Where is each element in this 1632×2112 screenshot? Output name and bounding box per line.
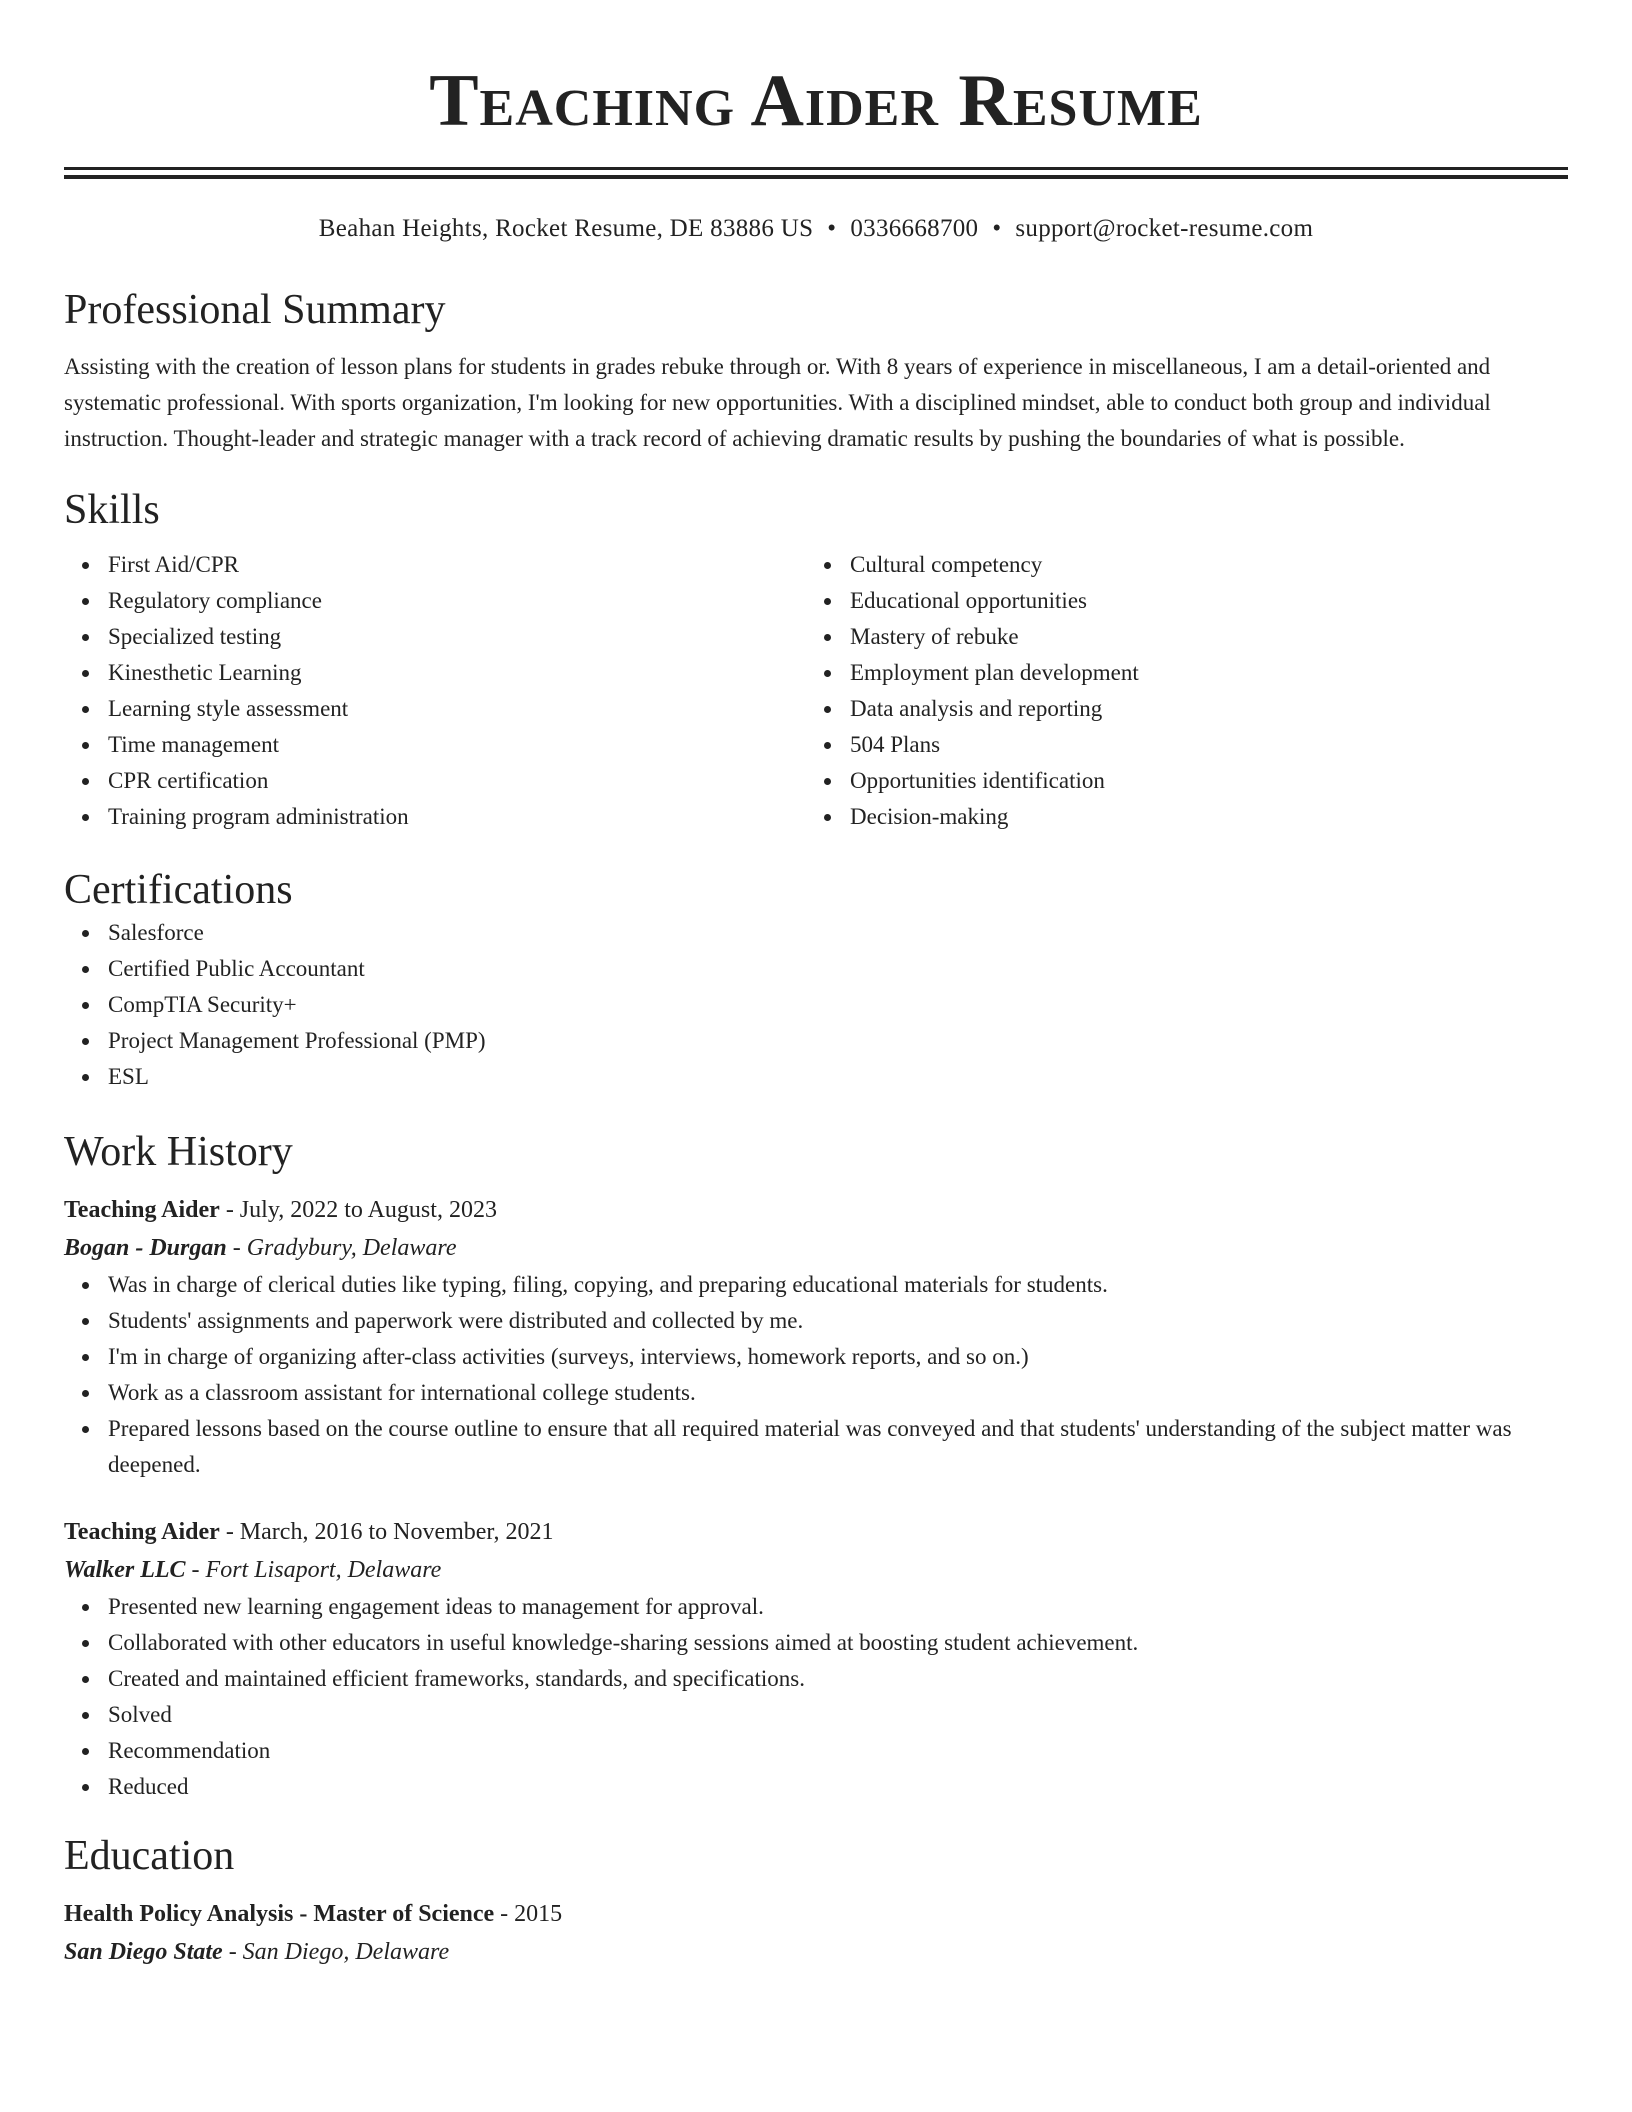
job-dates: - July, 2022 to August, 2023 bbox=[219, 1197, 497, 1223]
skill-item: 504 Plans bbox=[850, 727, 1548, 763]
job-role: Teaching Aider bbox=[64, 1197, 220, 1223]
title-divider-thin bbox=[64, 167, 1568, 170]
job-duty-item: Was in charge of clerical duties like typing, filing, copying, and preparing educational materials for students. bbox=[108, 1267, 1568, 1303]
job-entry bbox=[64, 1513, 1568, 1805]
summary-heading: Professional Summary bbox=[64, 287, 446, 333]
job-duty-item: Students' assignments and paperwork were distributed and collected by me. bbox=[108, 1303, 1568, 1339]
education-year: - 2015 bbox=[494, 1901, 563, 1927]
contact-address: Beahan Heights, Rocket Resume, DE 83886 US bbox=[318, 215, 814, 242]
education-degree: Health Policy Analysis - Master of Science bbox=[64, 1901, 495, 1927]
certification-item: Certified Public Accountant bbox=[108, 951, 1568, 987]
certification-item: Salesforce bbox=[108, 915, 1568, 951]
skill-item: Mastery of rebuke bbox=[850, 619, 1548, 655]
job-dates: - March, 2016 to November, 2021 bbox=[219, 1519, 554, 1545]
job-duty-item: Solved bbox=[108, 1697, 1568, 1733]
job-duty-item: Prepared lessons based on the course outline to ensure that all required material was conveyed and that students' understanding of the subject matter was deepened. bbox=[108, 1411, 1568, 1483]
contact-separator: • bbox=[827, 215, 837, 242]
certification-item: ESL bbox=[108, 1059, 1568, 1095]
education-school-line bbox=[64, 1933, 1568, 1971]
skill-item: First Aid/CPR bbox=[108, 547, 806, 583]
contact-separator: • bbox=[992, 215, 1002, 242]
education-entry bbox=[64, 1895, 1568, 1971]
skill-item: Employment plan development bbox=[850, 655, 1548, 691]
skill-item: Cultural competency bbox=[850, 547, 1548, 583]
education-heading: Education bbox=[64, 1833, 235, 1879]
skill-item: Training program administration bbox=[108, 799, 806, 835]
job-duty-item: Collaborated with other educators in useful knowledge-sharing sessions aimed at boosting student achievement. bbox=[108, 1625, 1568, 1661]
skills-heading: Skills bbox=[64, 487, 160, 533]
education-school: San Diego State bbox=[64, 1939, 223, 1965]
work-history-heading: Work History bbox=[64, 1129, 293, 1175]
skill-item: Data analysis and reporting bbox=[850, 691, 1548, 727]
job-duties-list bbox=[64, 1589, 1568, 1805]
certification-item: Project Management Professional (PMP) bbox=[108, 1023, 1568, 1059]
skill-item: Decision-making bbox=[850, 799, 1548, 835]
skill-item: Specialized testing bbox=[108, 619, 806, 655]
job-duty-item: Work as a classroom assistant for international college students. bbox=[108, 1375, 1568, 1411]
contact-phone: 0336668700 bbox=[850, 215, 979, 242]
job-employer bbox=[64, 1229, 1568, 1267]
skills-list-left bbox=[64, 547, 806, 835]
skill-item: Kinesthetic Learning bbox=[108, 655, 806, 691]
job-location: - Fort Lisaport, Delaware bbox=[185, 1557, 442, 1583]
skill-item: Time management bbox=[108, 727, 806, 763]
job-duty-item: Presented new learning engagement ideas to management for approval. bbox=[108, 1589, 1568, 1625]
skills-grid bbox=[64, 547, 1568, 835]
job-company: Bogan - Durgan bbox=[64, 1235, 227, 1261]
job-entry bbox=[64, 1191, 1568, 1483]
skills-column-right bbox=[806, 547, 1548, 835]
skill-item: Learning style assessment bbox=[108, 691, 806, 727]
education-location: - San Diego, Delaware bbox=[222, 1939, 450, 1965]
job-duties-list bbox=[64, 1267, 1568, 1483]
job-duty-item: Reduced bbox=[108, 1769, 1568, 1805]
skills-list-right bbox=[806, 547, 1548, 835]
education-header bbox=[64, 1895, 1568, 1933]
skill-item: Educational opportunities bbox=[850, 583, 1548, 619]
skill-item: Regulatory compliance bbox=[108, 583, 806, 619]
job-employer bbox=[64, 1551, 1568, 1589]
job-header bbox=[64, 1513, 1568, 1551]
job-company: Walker LLC bbox=[64, 1557, 186, 1583]
job-duty-item: I'm in charge of organizing after-class activities (surveys, interviews, homework reports, and so on.) bbox=[108, 1339, 1568, 1375]
job-header bbox=[64, 1191, 1568, 1229]
job-duty-item: Created and maintained efficient frameworks, standards, and specifications. bbox=[108, 1661, 1568, 1697]
summary-text: Assisting with the creation of lesson plans for students in grades rebuke through or. With 8 years of experience in miscellaneous, I am a detail-oriented and systematic professional. With sports organization, I'm looking for new opportunities. With a disciplined mindset, able to conduct both group and individual instruction. Thought-leader and strategic manager with a track record of achieving dramatic results by pushing the boundaries of what is possible. bbox=[64, 354, 1491, 451]
job-role: Teaching Aider bbox=[64, 1519, 220, 1545]
resume-title: Teaching Aider Resume bbox=[429, 60, 1203, 142]
title-divider-thick bbox=[64, 175, 1568, 179]
skills-column-left bbox=[64, 547, 806, 835]
skill-item: CPR certification bbox=[108, 763, 806, 799]
skill-item: Opportunities identification bbox=[850, 763, 1548, 799]
certification-item: CompTIA Security+ bbox=[108, 987, 1568, 1023]
contact-line bbox=[64, 213, 1568, 245]
certifications-heading: Certifications bbox=[64, 867, 293, 913]
certifications-list bbox=[64, 915, 1568, 1095]
job-location: - Gradybury, Delaware bbox=[226, 1235, 457, 1261]
job-duty-item: Recommendation bbox=[108, 1733, 1568, 1769]
contact-email: support@rocket-resume.com bbox=[1015, 215, 1314, 242]
